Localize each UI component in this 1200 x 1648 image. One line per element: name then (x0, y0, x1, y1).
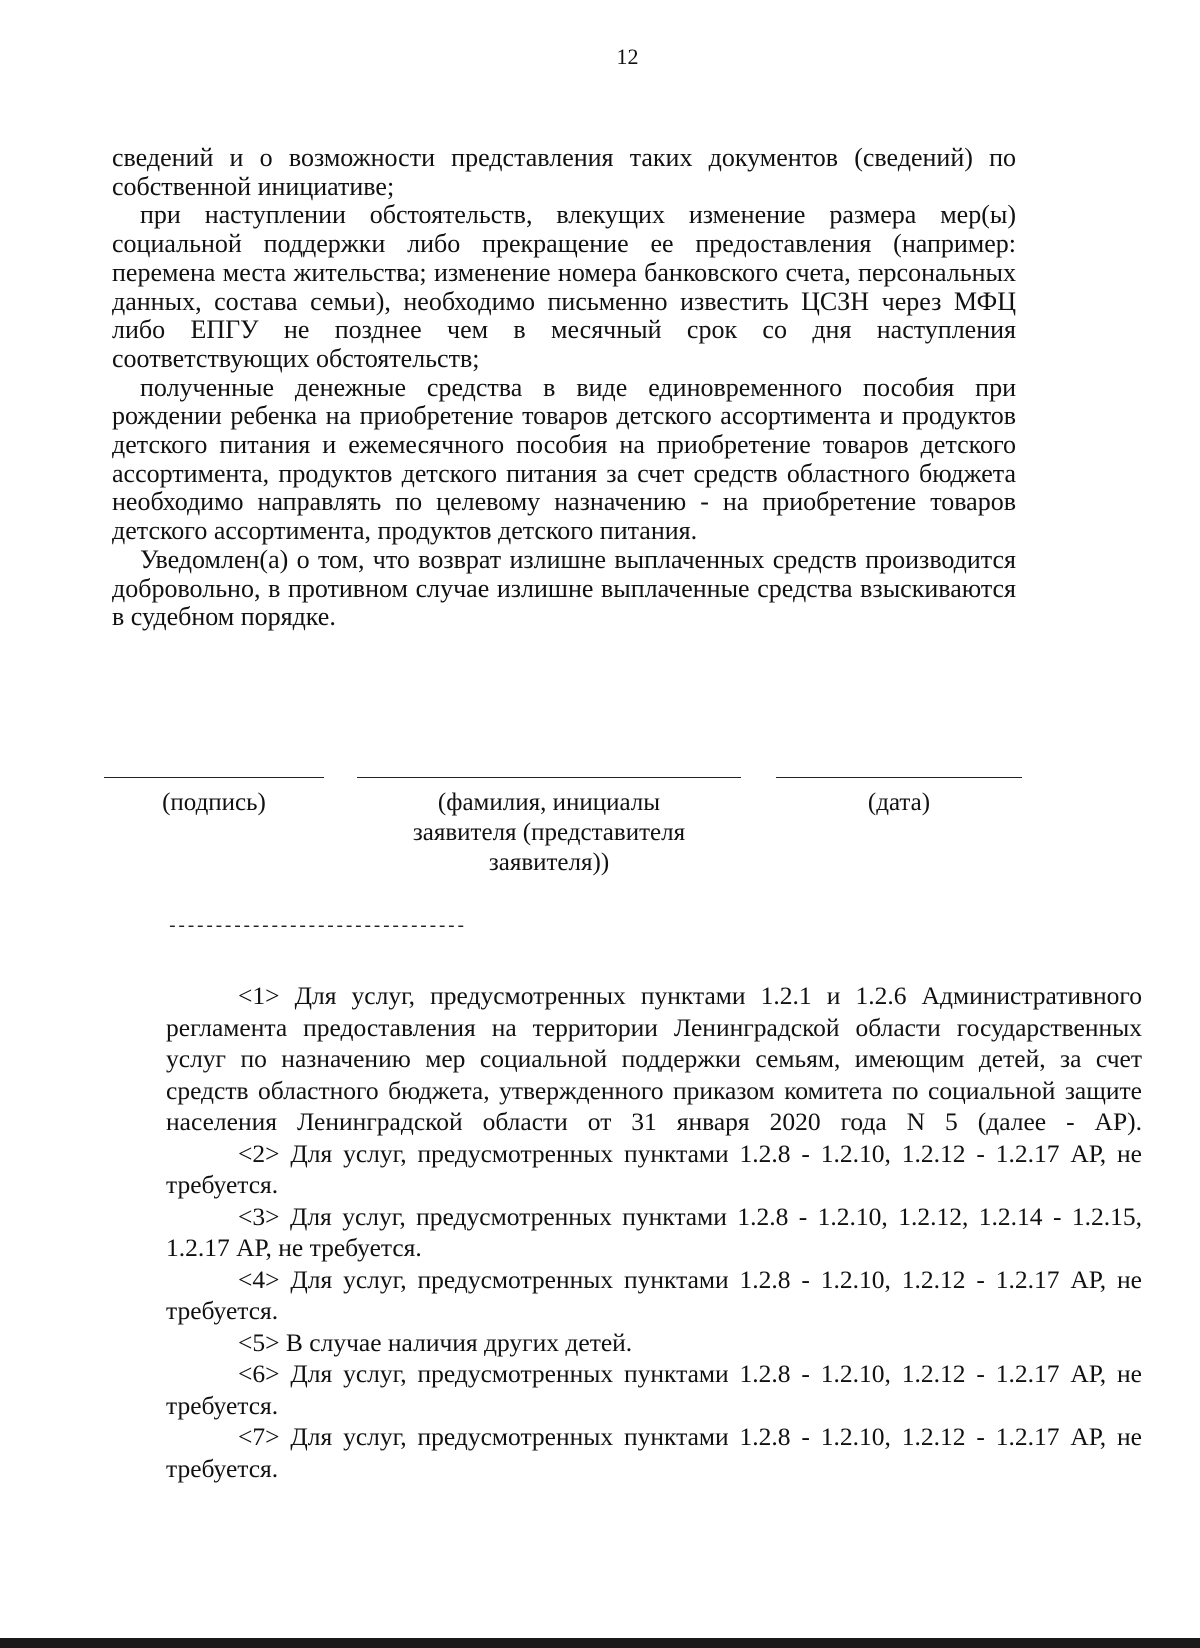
footnote-separator: -------------------------------- (167, 917, 465, 937)
footnote: <4> Для услуг, предусмотренных пунктами 1.2.8 - 1.2.10, 1.2.12 - 1.2.17 АР, не требуется. (166, 1264, 1142, 1325)
main-text (112, 144, 1016, 632)
date-line (776, 777, 1022, 778)
footnote: <1> Для услуг, предусмотренных пунктами 1.2.1 и 1.2.6 Административного регламента предоставления на территории Ленинградской области государственных услуг по назначению мер социальной поддержки семьям, имеющим детей, за счет средств областного бюджета, утвержденного приказом комитета по социальной защите населения Ленинградской области от 31 января 2020 года N 5 (далее - АР). (166, 981, 1142, 1136)
signature-label: (подпись) (162, 789, 266, 816)
name-line (357, 777, 741, 778)
name-label-line: (фамилия, инициалы (437, 789, 661, 816)
footnote: <2> Для услуг, предусмотренных пунктами 1.2.8 - 1.2.10, 1.2.12 - 1.2.17 АР, не требуется. (166, 1138, 1142, 1199)
paragraph: при наступлении обстоятельств, влекущих изменение размера мер(ы) социальной поддержки либо прекращение ее предоставления (например: перемена места жительства; изменение номера банковского счета, персональных данных, состава семьи), необходимо письменно известить ЦСЗН через МФЦ либо ЕПГУ не позднее чем в месячный срок со дня наступления соответствующих обстоятельств; (112, 200, 1016, 373)
footnote: <7> Для услуг, предусмотренных пунктами 1.2.8 - 1.2.10, 1.2.12 - 1.2.17 АР, не требуется. (166, 1422, 1142, 1483)
date-label: (дата) (867, 789, 931, 816)
signature-line (104, 777, 324, 778)
paragraph: сведений и о возможности представления таких документов (сведений) по собственной инициативе; (112, 143, 1016, 201)
scan-edge-bar (0, 1638, 1200, 1648)
name-label-line: заявителя (представителя (412, 819, 686, 846)
footnote: <5> В случае наличия других детей. (238, 1327, 633, 1357)
paragraph: Уведомлен(а) о том, что возврат излишне выплаченных средств производится добровольно, в противном случае излишне выплаченные средства взыскиваются в судебном порядке. (112, 544, 1016, 632)
page-number: 12 (616, 44, 639, 69)
footnote: <3> Для услуг, предусмотренных пунктами 1.2.8 - 1.2.10, 1.2.12, 1.2.14 - 1.2.15, 1.2.17 АР, не требуется. (166, 1201, 1142, 1262)
footnote: <6> Для услуг, предусмотренных пунктами 1.2.8 - 1.2.10, 1.2.12 - 1.2.17 АР, не требуется. (166, 1359, 1142, 1420)
paragraph: полученные денежные средства в виде единовременного пособия при рождении ребенка на приобретение товаров детского ассортимента и продуктов детского питания и ежемесячного пособия на приобретение товаров детского ассортимента, продуктов детского питания за счет средств областного бюджета необходимо направлять по целевому назначению - на приобретение товаров детского ассортимента, продуктов детского питания. (112, 372, 1016, 546)
footnotes (166, 980, 1142, 1484)
name-label (357, 788, 741, 878)
name-label-line: заявителя)) (488, 849, 610, 876)
